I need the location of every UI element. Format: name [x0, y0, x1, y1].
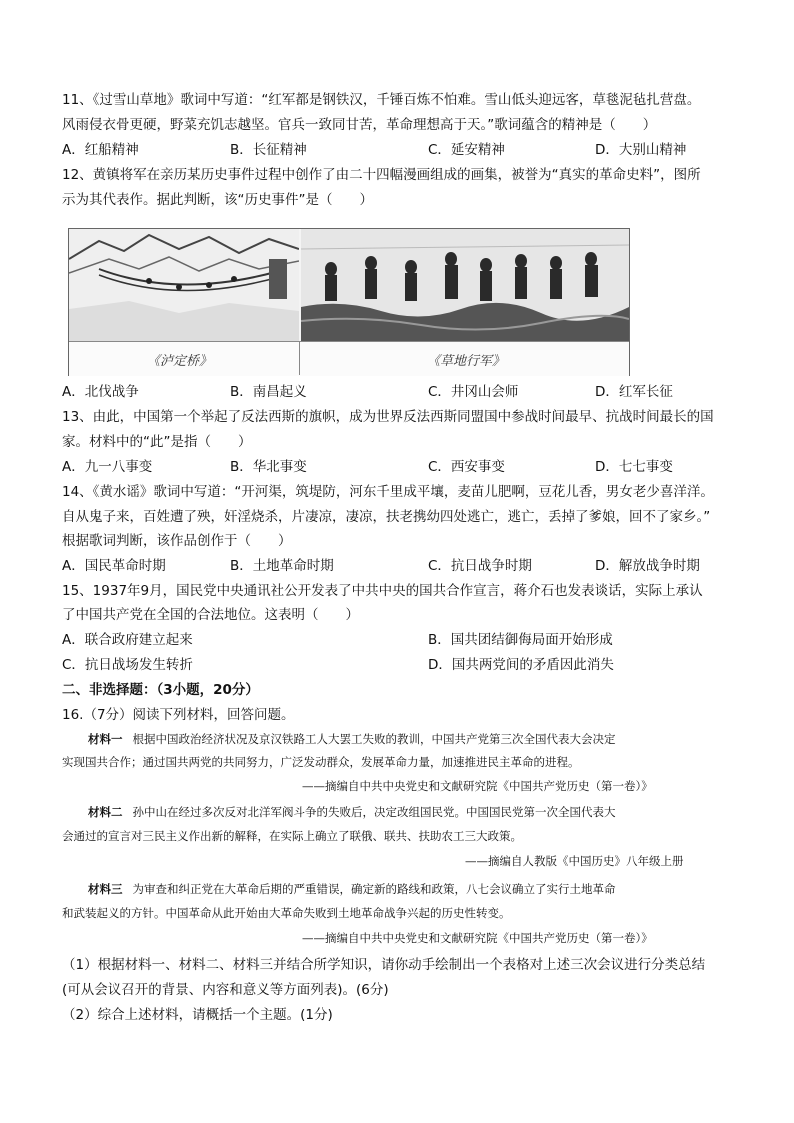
q12-option-b[interactable]: B．南昌起义: [230, 384, 307, 400]
q14-stem-line3: 根据歌词判断，该作品创作于（ ）: [62, 533, 292, 549]
material-1-line1: [62, 731, 616, 747]
material-3-source: ——摘编自中共中央党史和文献研究院《中国共产党历史（第一卷）》: [302, 931, 653, 945]
caption-luding-bridge: 《泸定桥》: [147, 354, 213, 369]
section-2-heading: 二、非选择题：（3小题，20分）: [62, 682, 259, 698]
q13-option-a[interactable]: A．九一八事变: [62, 459, 153, 475]
q16-subquestion-1-line2: (可从会议召开的背景、内容和意义等方面列表)。(6分): [62, 982, 389, 998]
q12-option-d[interactable]: D．红军长征: [595, 384, 673, 400]
material-1-label: 材料一: [88, 732, 123, 746]
q15-option-c[interactable]: C．抗日战场发生转折: [62, 657, 193, 673]
q14-option-b[interactable]: B．土地革命时期: [230, 558, 334, 574]
luding-bridge-drawing: [69, 229, 299, 341]
q13-option-b[interactable]: B．华北事变: [230, 459, 307, 475]
caption-divider: [299, 341, 300, 375]
q11-option-b[interactable]: B．长征精神: [230, 142, 307, 158]
material-3-text1: 为审查和纠正党在大革命后期的严重错误，确定新的路线和政策，八七会议确立了实行土地革命: [132, 882, 616, 896]
q15-option-b[interactable]: B．国共团结御侮局面开始形成: [428, 632, 613, 648]
q15-option-a[interactable]: A．联合政府建立起来: [62, 632, 193, 648]
caption-grassland-march: 《草地行军》: [427, 354, 506, 369]
material-1-line2: 实现国共合作；通过国共两党的共同努力，广泛发动群众，发展革命力量，加速推进民主革命的进程。: [62, 755, 580, 769]
q11-stem-line1: 11、《过雪山草地》歌词中写道：“红军都是钢铁汉，千锤百炼不怕难。雪山低头迎远客，草毯泥毡扎营盘。: [62, 92, 701, 108]
q16-subquestion-2: （2）综合上述材料，请概括一个主题。(1分): [62, 1007, 333, 1023]
material-1-text1: 根据中国政治经济状况及京汉铁路工人大罢工失败的教训，中国共产党第三次全国代表大会决定: [132, 732, 616, 746]
q14-stem-line1: 14、《黄水谣》歌词中写道：“开河渠，筑堤防，河东千里成平壤，麦苗儿肥啊，豆花儿香，男女老少喜洋洋。: [62, 484, 714, 500]
q14-stem-line2: 自从鬼子来，百姓遭了殃，奸淫烧杀，片凄凉，凄凉，扶老携幼四处逃亡，逃亡，丢掉了爹娘，回不了家乡。”: [62, 509, 711, 525]
grassland-march-drawing: [301, 229, 629, 341]
material-2-source: ——摘编自人教版《中国历史》八年级上册: [465, 854, 684, 868]
q11-stem-line2: 风雨侵衣骨更硬，野菜充饥志越坚。官兵一致同甘苦，革命理想高于天。”歌词蕴含的精神是（ ）: [62, 117, 657, 133]
material-2-line1: [62, 804, 616, 820]
q11-option-a[interactable]: A．红船精神: [62, 142, 139, 158]
q16-intro: 16.（7分）阅读下列材料，回答问题。: [62, 707, 295, 723]
q16-subquestion-1-line1: （1）根据材料一、材料二、材料三并结合所学知识，请你动手绘制出一个表格对上述三次会议进行分类总结: [62, 957, 706, 973]
q13-stem-line1: 13、由此，中国第一个举起了反法西斯的旗帜，成为世界反法西斯同盟国中参战时间最早、抗战时间最长的国: [62, 409, 714, 425]
q13-option-c[interactable]: C．西安事变: [428, 459, 505, 475]
q14-option-c[interactable]: C．抗日战争时期: [428, 558, 532, 574]
q12-option-c[interactable]: C．井冈山会师: [428, 384, 519, 400]
q12-stem-line1: 12、黄镇将军在亲历某历史事件过程中创作了由二十四幅漫画组成的画集，被誉为“真实的革命史料”，图所: [62, 167, 701, 183]
q15-stem-line2: 了中国共产党在全国的合法地位。这表明（ ）: [62, 607, 359, 623]
q14-option-d[interactable]: D．解放战争时期: [595, 558, 700, 574]
material-1-source: ——摘编自中共中央党史和文献研究院《中国共产党历史（第一卷）》: [302, 779, 653, 793]
material-2-label: 材料二: [88, 805, 123, 819]
material-3-line1: [62, 881, 616, 897]
material-3-label: 材料三: [88, 882, 123, 896]
q13-option-d[interactable]: D．七七事变: [595, 459, 673, 475]
q14-option-a[interactable]: A．国民革命时期: [62, 558, 166, 574]
q11-option-c[interactable]: C．延安精神: [428, 142, 505, 158]
q12-stem-line2: 示为其代表作。据此判断，该“历史事件”是（ ）: [62, 192, 373, 208]
q12-option-a[interactable]: A．北伐战争: [62, 384, 139, 400]
material-3-line2: 和武装起义的方针。中国革命从此开始由大革命失败到土地革命战争兴起的历史性转变。: [62, 906, 511, 920]
cartoon-figure: [68, 228, 630, 376]
q15-option-d[interactable]: D．国共两党间的矛盾因此消失: [428, 657, 614, 673]
q13-stem-line2: 家。材料中的“此”是指（ ）: [62, 434, 252, 450]
q15-stem-line1: 15、1937年9月，国民党中央通讯社公开发表了中共中央的国共合作宣言，蒋介石也发表谈话，实际上承认: [62, 583, 703, 599]
material-2-text1: 孙中山在经过多次反对北洋军阀斗争的失败后，决定改组国民党。中国国民党第一次全国代表大: [132, 805, 616, 819]
material-2-line2: 会通过的宣言对三民主义作出新的解释，在实际上确立了联俄、联共、扶助农工三大政策。: [62, 829, 522, 843]
q11-option-d[interactable]: D．大别山精神: [595, 142, 687, 158]
